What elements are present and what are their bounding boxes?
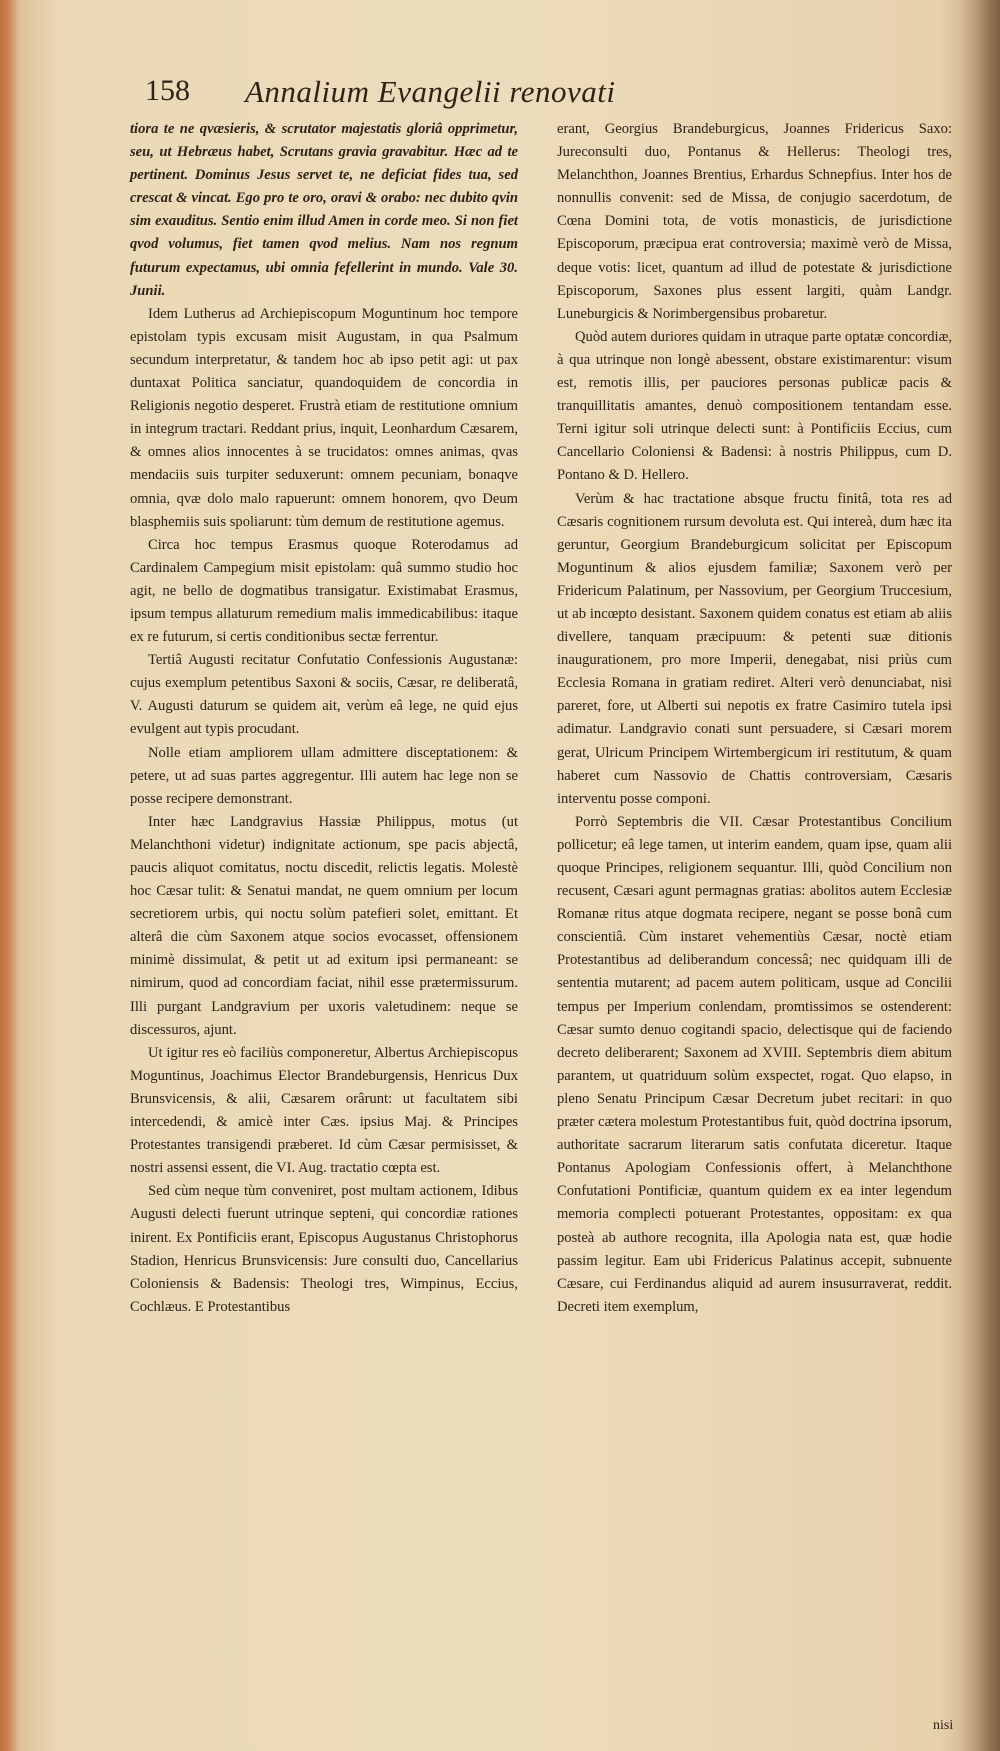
paragraph: Porrò Septembris die VII. Cæsar Protestantibus Concilium pollicetur; eâ lege tamen, ut interim eandem, quam ipse, quam alii quoque Principes, religionem sequantur. Illi, quòd Concilium non recusent, Cæsari agunt permagnas gratias: abolitos autem Ecclesiæ Romanæ ritus atque dogmata recipere, negant se posse bonâ cum conscientiâ. Cùm instaret vehementiùs Cæsar, noctè etiam Protestantibus ad deliberandum concessâ; nec quidquam illi de sententia mutarent; ad pacem autem politicam, usque ad Concilii tempus per Imperium conlendam, promtissimos se ostenderent: Cæsar sumto denuo cogitandi spacio, delectisque qui de faciendo decreto deliberarent; Saxonem ad XVIII. Septembris diem abitum parantem, ut quatriduum solùm exspectet, rogat. Quo elapso, in pleno Senatu Principum Cæsar Decretum jubet recitari: in quo præter cætera molestum Protestantibus fuit, quòd doctrina ipsorum, authoritate sacrarum literarum satis confutata diceretur. Itaque Pontanus Apologiam Confessionis offert, à Melanchthone Confutationi Pontificiæ, quantum quidem ex ea inter legendum memoria complecti potuerant Protestantes, oppositam: ex qua posteà ab authore recognita, illa Apologia nata est, quæ hodie passim legitur. Eam ubi Fridericus Palatinus accepit, subnuente Cæsare, cui Ferdinandus aliquid ad aurem insusurraverat, reddit. Decreti item exemplum, bbox=[557, 813, 952, 1315]
paragraph: erant, Georgius Brandeburgicus, Joannes Fridericus Saxo: Jureconsulti duo, Pontanus & Hellerus: Theologi tres, Melanchthon, Joannes Brentius, Erhardus Schnepfius. Inter hos de nonnullis convenit: sed de Missa, de conjugio sacerdotum, de Cœna Domini tota, de votis monasticis, de jurisdictione Episcoporum, præcipua erat controversia; maximè verò de Missa, deque votis: licet, quantum ad illud de potestate & jurisdictione Episcoporum, Saxones plus essent largiti, quàm Landgr. Luneburgicis & Norimbergensibus probaretur. bbox=[557, 121, 952, 322]
running-title: Annalium Evangelii renovati bbox=[245, 74, 616, 109]
paragraph: Ut igitur res eò faciliùs componeretur, Albertus Archiepiscopus Moguntinus, Joachimus Elector Brandeburgensis, Henricus Dux Brunsvicensis, & alii, Cæsarem orârunt: ut facultatem sibi intercedendi, & amicè inter Cæs. ipsius Maj. & Principes Protestantes transigendi præberet. Id cùm Cæsar permisisset, & nostri assensi essent, die VI. Aug. tractatio cœpta est. bbox=[130, 1044, 518, 1177]
right-column bbox=[557, 118, 952, 1319]
paragraph: Inter hæc Landgravius Hassiæ Philippus, motus (ut Melanchthoni videtur) indignitate actionum, spe pacis abjectâ, paucis aliquot comitatus, noctu discedit, relictis legatis. Molestè hoc Cæsar tulit: & Senatui mandat, ne quem omnium per locum secretiorem urbis, qui noctu solùm patefieri solet, emittant. Et alterâ die cùm Saxonem atque socios evocasset, offensionem minimè dissimulat, & petit ut ad exitum ipsi permaneant: se nimirum, quod ad concordiam faciat, nihil esse prætermissurum. Illi purgant Landgravium per uxoris valetudinem: neque se discessuros, ajunt. bbox=[130, 813, 518, 1038]
paragraph: Tertiâ Augusti recitatur Confutatio Confessionis Augustanæ: cujus exemplum petentibus Saxoni & sociis, Cæsar, re deliberatâ, V. Augusti daturum se quidem ait, verùm eâ lege, ne quid ejus evulgent aut typis procudant. bbox=[130, 652, 518, 738]
paragraph: Quòd autem duriores quidam in utraque parte optatæ concordiæ, à qua utrinque non longè abessent, obstare existimarentur: visum est, remotis illis, per pauciores personas publicæ pacis & tranquillitatis amantes, denuò compositionem tentandam esse. Terni igitur soli utrinque delecti sunt: à Pontificiis Eccius, cum Cancellario Coloniensi & Badensi: à nostris Philippus, cum D. Pontano & D. Hellero. bbox=[557, 328, 952, 484]
paragraph: Circa hoc tempus Erasmus quoque Roterodamus ad Cardinalem Campegium misit epistolam: quâ summo studio hoc agit, ne bello de dogmatibus transigatur. Existimabat Erasmus, ipsum tempus allaturum remedium malis immedicabilibus: itaque ex re futurum, si certis conditionibus sectæ ferrentur. bbox=[130, 536, 518, 646]
page-edge-shadow bbox=[960, 0, 1000, 1751]
paragraph: Verùm & hac tractatione absque fructu finitâ, tota res ad Cæsaris cognitionem rursum devoluta est. Qui intereà, dum hæc ita geruntur, Georgium Brandeburgicum solicitat per Episcopum Moguntinum & alios ejusdem familiæ; Saxonem verò per Fridericum Palatinum, per Nassovium, per Georgium Truccesium, ut ab incœpto desistant. Saxonem quidem conatus est etiam ab aliis divellere, tanquam præcipuum: & petenti suæ ditionis inaugurationem, pro more Imperii, denegabat, nisi priùs cum Ecclesia Romana in gratiam rediret. Alteri verò denunciabat, nisi pareret, fore, ut Alberti sui nepotis ex fratre Casimiro tutela ipsi adimatur. Landgravio conati sunt persuadere, si Cæsari morem gerat, Ulricum Principem Wirtembergicum iri restitutum, & quam haberet cum Nassovio de Chattis controversiam, Cæsaris interventu posse componi. bbox=[557, 490, 952, 807]
paragraph: Nolle etiam ampliorem ullam admittere disceptationem: & petere, ut ad suas partes aggregentur. Illi autem hac lege non se posse recipere demonstrant. bbox=[130, 744, 518, 807]
paragraph: tiora te ne qvæsieris, & scrutator majestatis gloriâ opprimetur, seu, ut Hebræus habet, Scrutans gravia gravabitur. Hæc ad te pertinent. Dominus Jesus servet te, ne deficiat fides tua, sed crescat & vincat. Ego pro te oro, oravi & orabo: nec dubito qvin sim exauditus. Sentio enim illud Amen in corde meo. Si non fiet qvod volumus, fiet tamen qvod melius. Nam nos regnum futurum expectamus, ubi omnia fefellerint in mundo. Vale 30. Junii. bbox=[130, 121, 518, 299]
page-number: 158 bbox=[145, 74, 190, 107]
left-column bbox=[130, 118, 518, 1319]
paragraph: Idem Lutherus ad Archiepiscopum Moguntinum hoc tempore epistolam typis excusam misit Augustam, in qua Psalmum secundum interpretatur, & tandem hoc ab ipso petit agi: ut pax duntaxat Politica sanciatur, quandoquidem de concordia in Religionis negotio desperet. Frustrà etiam de restitutione omnium in integrum tractari. Reddant prius, inquit, Leonhardum Cæsarem, & omnes alios innocentes à se trucidatos: omnes animas, qvas mendaciis suis turpiter seduxerunt: omnem pecuniam, bonaqve omnia, qvæ dolo malo rapuerunt: omnem honorem, qvo Deum blasphemiis suis spoliarunt: tùm demum de restitutione agemus. bbox=[130, 305, 518, 530]
paragraph: Sed cùm neque tùm conveniret, post multam actionem, Idibus Augusti delecti fuerunt utrinque septeni, qui concordiæ rationes inirent. Ex Pontificiis erant, Episcopus Augustanus Christophorus Stadion, Henricus Brunsvicensis: Jure consulti duo, Cancellarius Coloniensis & Badensis: Theologi tres, Wimpinus, Eccius, Cochlæus. E Protestantibus bbox=[130, 1183, 518, 1315]
catchword: nisi bbox=[933, 1718, 954, 1733]
page-header bbox=[145, 74, 945, 114]
